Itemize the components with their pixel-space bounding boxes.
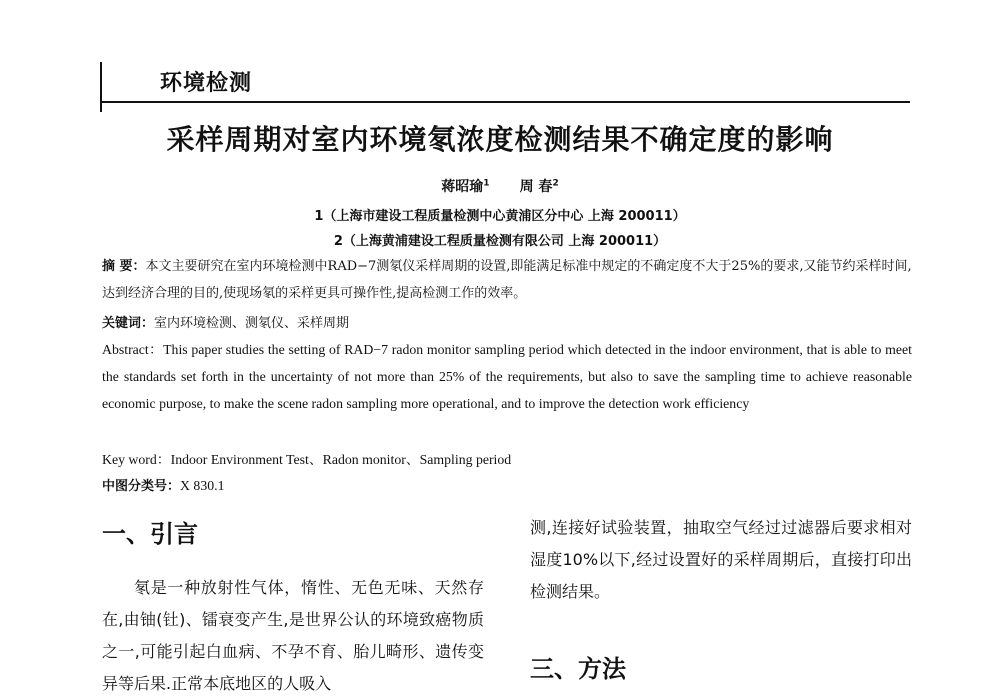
intro-paragraph: 氡是一种放射性气体，惰性、无色无味、天然存在,由铀(钍)、镭衰变产生,是世界公认的环境致癌物质之一,可能引起白血病、不孕不育、胎儿畸形、遗传变异等后果.正常本底地区的人吸入: [102, 578, 484, 693]
abstract-zh: [102, 253, 912, 307]
abstract-en-text: This paper studies the setting of RAD−7 radon monitor sampling period which detected in the indoor environment, that is able to meet the standards set forth in the uncertainty of not more than 25% of the requirements, but also to save the sampling time to achieve reasonable economic purpose, to make the scene radon sampling more operational, and to improve the detection work efficiency: [102, 342, 912, 411]
keywords-en-text: Indoor Environment Test、Radon monitor、Sampling period: [170, 452, 512, 467]
author-affiliation-mark: 2: [552, 178, 559, 189]
clc-number: [102, 475, 912, 494]
section-heading-intro: 一、引言: [102, 520, 198, 548]
abstract-en: [102, 336, 912, 417]
affiliation-2: 2（上海黄浦建设工程质量检测有限公司 上海 200011）: [333, 234, 667, 249]
right-column-paragraph: 测,连接好试验装置，抽取空气经过过滤器后要求相对湿度10%以下,经过设置好的采样周期后，直接打印出检测结果。: [530, 518, 912, 601]
paper-title: 采样周期对室内环境氡浓度检测结果不确定度的影响: [166, 123, 834, 156]
keywords-zh-text: 室内环境检测、测氡仪、采样周期: [154, 316, 350, 331]
header-vertical-rule: [100, 62, 102, 112]
section-tag: 环境检测: [160, 71, 253, 96]
clc-text: X 830.1: [180, 478, 225, 493]
header-horizontal-rule: [100, 101, 910, 103]
abstract-en-label: Abstract：: [102, 342, 164, 357]
section-heading-method: 三、方法: [530, 655, 626, 683]
abstract-zh-label: 摘 要：: [102, 259, 146, 274]
author-line: [0, 176, 1000, 196]
author-affiliation-mark: 1: [483, 178, 490, 189]
affiliation-1: 1（上海市建设工程质量检测中心黄浦区分中心 上海 200011）: [314, 209, 686, 224]
keywords-zh: [102, 312, 912, 331]
keywords-en: [102, 448, 912, 468]
clc-label: 中图分类号：: [102, 479, 181, 494]
author-name: 周 春: [519, 179, 553, 195]
author-name: 蒋昭瑜: [441, 179, 484, 195]
keywords-en-label: Key word：: [102, 452, 171, 467]
keywords-zh-label: 关键词：: [102, 316, 155, 331]
abstract-zh-text: 本文主要研究在室内环境检测中RAD−7测氡仪采样周期的设置,即能满足标准中规定的不确定度不大于25%的要求,又能节约采样时间,达到经济合理的目的,使现场氡的采样更具可操作性,提高检测工作的效率。: [102, 259, 912, 301]
